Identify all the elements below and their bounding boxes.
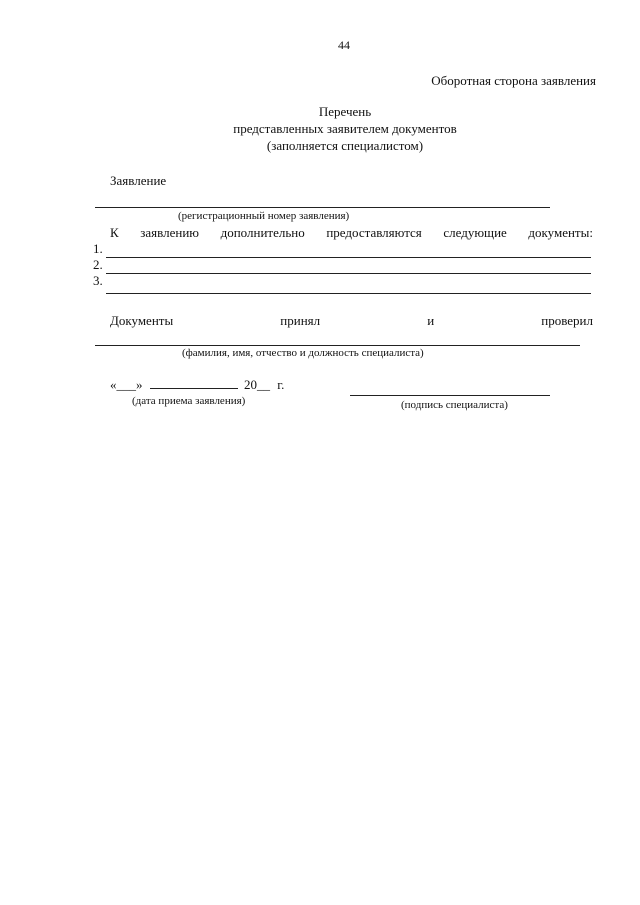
reg-number-caption: (регистрационный номер заявления) — [178, 210, 350, 222]
item-line-1[interactable] — [106, 257, 591, 258]
item-line-3[interactable] — [106, 293, 591, 294]
title-line-2: представленных заявителем документов — [233, 121, 457, 136]
specialist-caption: (фамилия, имя, отчество и должность специалиста) — [182, 347, 424, 359]
page-number: 44 — [338, 38, 350, 52]
date-year-prefix: 20 — [244, 377, 257, 392]
accepted-word: принял — [280, 313, 321, 328]
date-day-blank[interactable]: ___ — [116, 377, 136, 392]
header-note: Оборотная сторона заявления — [431, 73, 596, 88]
item-line-2[interactable] — [106, 273, 591, 274]
item-number-1: 1. — [93, 241, 103, 256]
accepted-text — [110, 313, 593, 329]
accepted-word: и — [427, 313, 435, 328]
date-open-quote: « — [110, 377, 117, 392]
title-line-1: Перечень — [318, 104, 372, 119]
additional-docs-word: следующие — [443, 225, 507, 240]
date-year-suffix: г. — [277, 377, 285, 392]
additional-docs-word: дополнительно — [220, 225, 305, 240]
title-line-3: (заполняется специалистом) — [266, 138, 424, 153]
date-year-blank[interactable]: __ — [257, 377, 270, 392]
signature-line[interactable] — [350, 395, 550, 396]
accepted-word: проверил — [541, 313, 593, 328]
title-block — [0, 103, 640, 154]
date-caption: (дата приема заявления) — [132, 395, 246, 407]
accepted-word: Документы — [110, 313, 174, 328]
date-close-quote: » — [136, 377, 143, 392]
item-number-2: 2. — [93, 257, 103, 272]
reg-number-line[interactable] — [95, 207, 550, 208]
additional-docs-word: заявлению — [140, 225, 200, 240]
date-month-blank[interactable] — [150, 377, 238, 389]
item-number-3: 3. — [93, 273, 103, 288]
additional-docs-word: К — [110, 225, 119, 240]
specialist-name-line[interactable] — [95, 345, 580, 346]
date-field[interactable] — [110, 377, 284, 393]
additional-docs-word: документы: — [528, 225, 593, 240]
application-label: Заявление — [110, 173, 167, 188]
signature-caption: (подпись специалиста) — [401, 399, 508, 411]
additional-docs-word: предоставляются — [326, 225, 422, 240]
additional-docs-text — [110, 225, 593, 241]
